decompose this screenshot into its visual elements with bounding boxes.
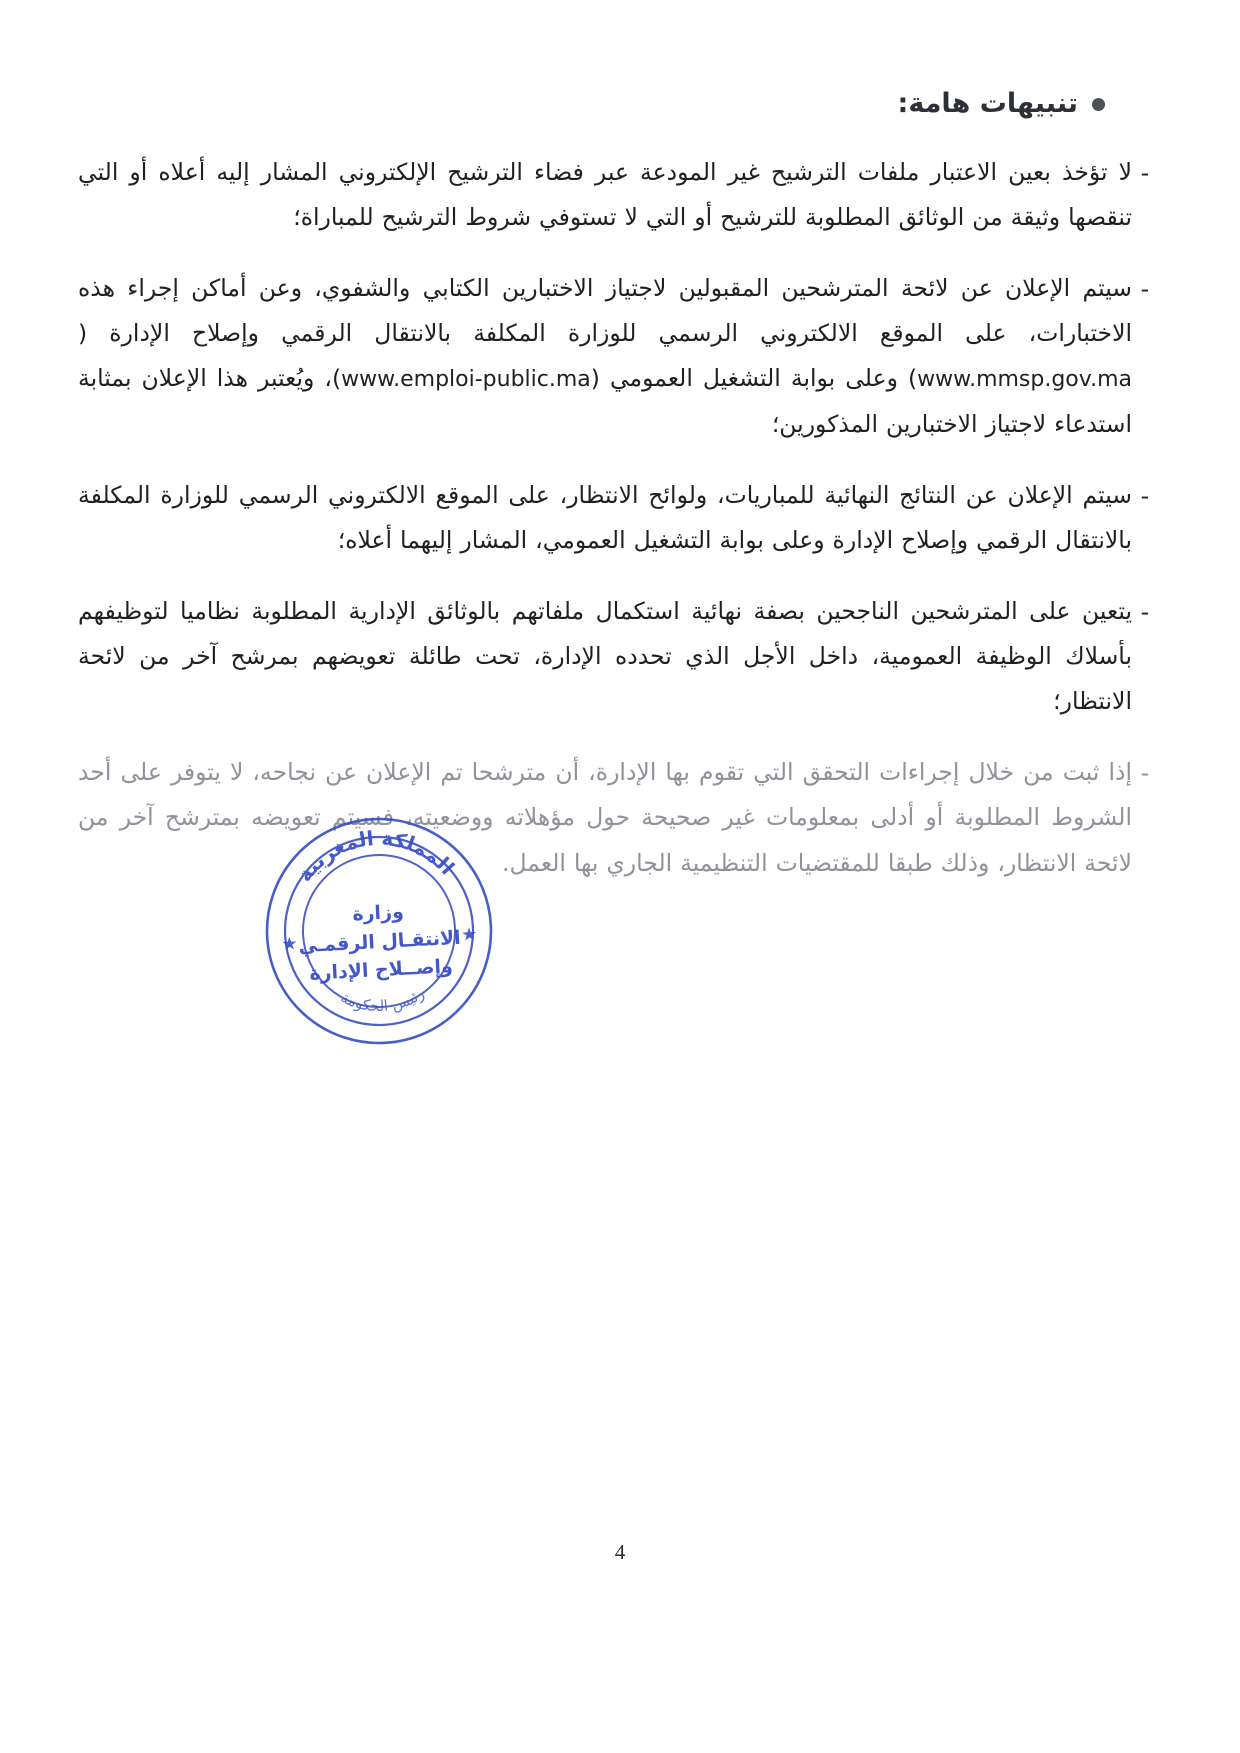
list-item — [78, 150, 1158, 240]
list-item — [78, 750, 1158, 885]
list-dash-marker: - — [1140, 159, 1150, 187]
svg-text:★: ★ — [280, 933, 299, 956]
notice-2-text-part-3: )، ويُعتبر هذا الإعلان بمثابة استدعاء لاجتياز الاختبارين المذكورين؛ — [78, 364, 1132, 438]
notice-2-text — [78, 266, 1132, 447]
notice-2-text-part-2: ) وعلى بوابة التشغيل العمومي ( — [590, 364, 918, 393]
notice-2-text-part-1: سيتم الإعلان عن لائحة المترشحين المقبولين لاجتياز الاختبارين الكتابي والشفوي، وعن أماكن إجراء هذه الاختبارات، على الموقع الالكتروني الرسمي للوزارة المكلفة بالانتقال الرقمي وإصلاح الإدارة ( — [78, 274, 1132, 348]
notice-3-text: سيتم الإعلان عن النتائج النهائية للمباريات، ولوائح الانتظار، على الموقع الالكتروني الرسمي للوزارة المكلفة بالانتقال الرقمي وإصلاح الإدارة وعلى بوابة التشغيل العمومي، المشار إليهما أعلاه؛ — [78, 480, 1132, 554]
emploi-public-website-url: www.emploi-public.ma — [341, 367, 591, 393]
filled-circle-bullet-icon — [1092, 98, 1105, 111]
list-item — [78, 266, 1158, 447]
list-item — [78, 473, 1158, 563]
notices-list — [78, 150, 1158, 912]
notice-4-text: يتعين على المترشحين الناجحين بصفة نهائية استكمال ملفاتهم بالوثائق الإدارية المطلوبة نظاميا لتوظيفهم بأسلاك الوظيفة العمومية، داخل الأجل الذي تحدده الإدارة، تحت طائلة تعويضهم بمرشح آخر من لائحة الانتظار؛ — [78, 597, 1132, 716]
svg-text:رئيس الحكومة: رئيس الحكومة — [337, 984, 428, 1016]
svg-text:المملكة المغربية: المملكة المغربية — [292, 825, 460, 887]
notices-header — [898, 88, 1105, 120]
svg-text:★: ★ — [460, 923, 478, 946]
page-number: 4 — [614, 1540, 626, 1564]
list-item — [78, 589, 1158, 724]
notice-1-text: لا تؤخذ بعين الاعتبار ملفات الترشيح غير المودعة عبر فضاء الترشيح الإلكتروني المشار إليه أعلاه أو التي تنقصها وثيقة من الوثائق المطلوبة للترشيح أو التي لا تستوفي شروط الترشيح للمباراة؛ — [78, 158, 1132, 232]
svg-text:وزارة: وزارة — [351, 900, 405, 926]
svg-text:الانتقـال الرقمـي: الانتقـال الرقمـي — [297, 926, 462, 958]
official-ministry-stamp — [257, 809, 501, 1053]
svg-text:وإصــلاح الإدارة: وإصــلاح الإدارة — [308, 955, 454, 985]
mmsp-website-url: www.mmsp.gov.ma — [917, 367, 1132, 393]
page-title: تنبيهات هامة: — [897, 88, 1078, 119]
list-dash-marker: - — [1140, 275, 1150, 304]
list-dash-marker: - — [1140, 759, 1150, 788]
list-dash-marker: - — [1140, 481, 1150, 510]
list-dash-marker: - — [1140, 598, 1150, 626]
notice-5-text: إذا ثبت من خلال إجراءات التحقق التي تقوم بها الإدارة، أن مترشحا تم الإعلان عن نجاحه، لا يتوفر على أحد الشروط المطلوبة أو أدلى بمعلومات غير صحيحة حول مؤهلاته ووضعيته، فسيتم تعويضه بمترشح آخر من لائحة الانتظار، وذلك طبقا للمقتضيات التنظيمية الجاري بها العمل. — [78, 758, 1132, 877]
